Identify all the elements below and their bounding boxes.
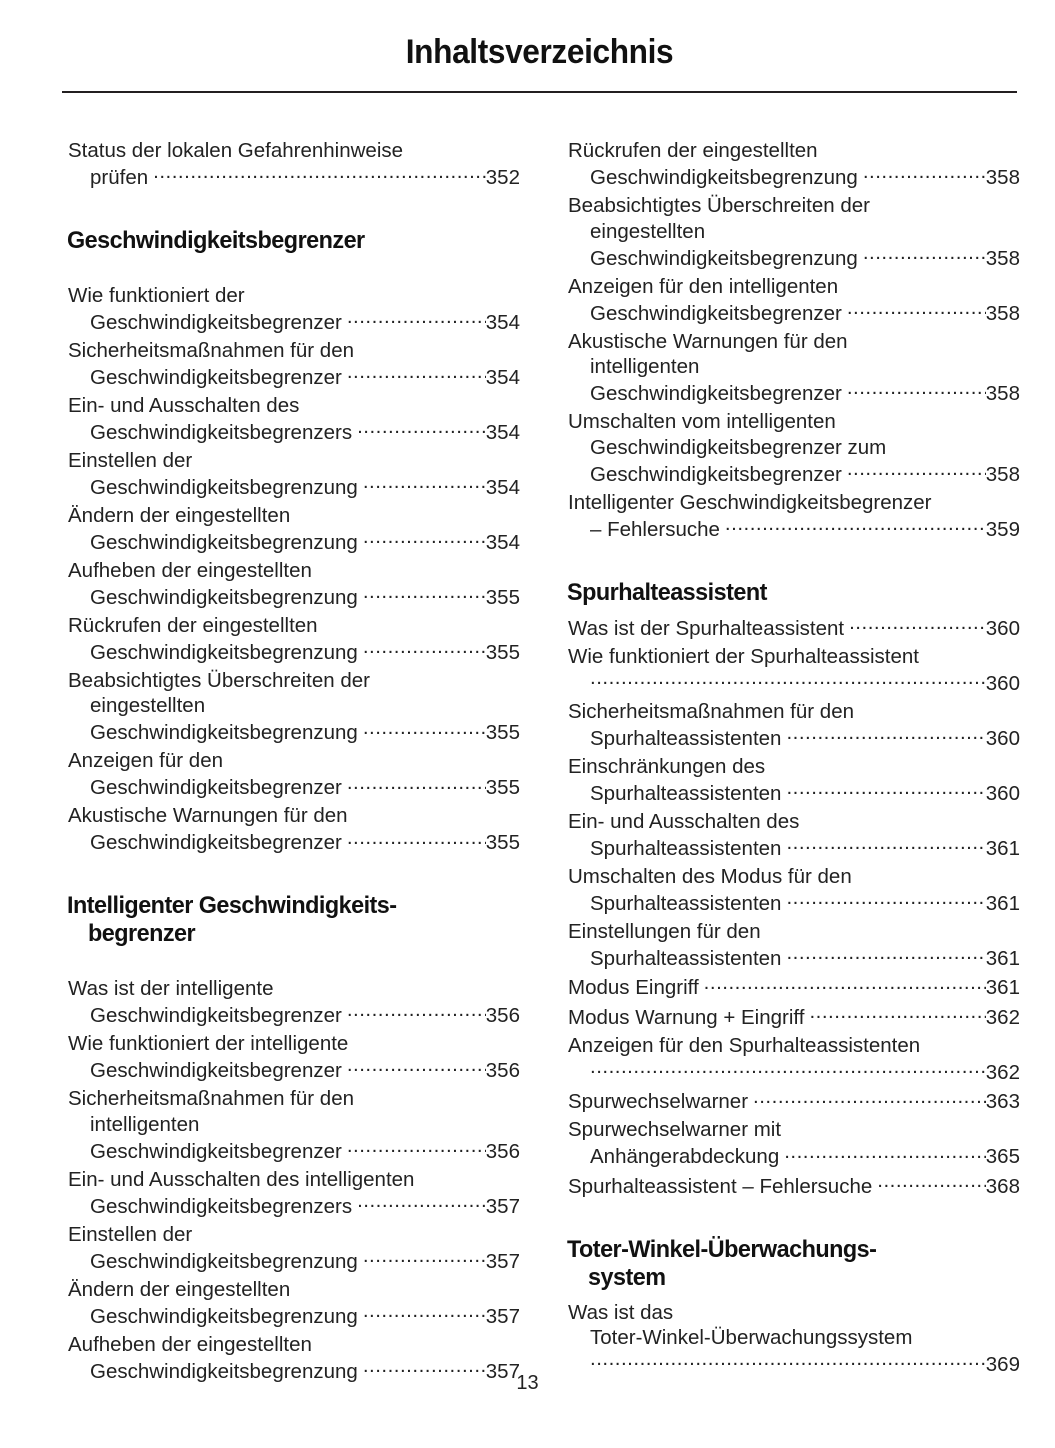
dot-leader (725, 515, 986, 536)
toc-entry-label: Modus Warnung + Eingriff (568, 1005, 805, 1029)
toc-entry-line: Anzeigen für den (68, 749, 224, 773)
toc-entry-label: Geschwindigkeitsbegrenzung (90, 1304, 358, 1328)
toc-entry-line: Ein- und Ausschalten des intelligenten (68, 1167, 415, 1191)
section-spacer (568, 1292, 1020, 1300)
section-heading-line: Geschwindigkeitsbegrenzer (67, 227, 365, 254)
toc-leader-line (68, 1302, 520, 1329)
toc-entry[interactable] (68, 1086, 520, 1164)
toc-entry[interactable] (68, 668, 520, 746)
section-heading-line: begrenzer (88, 920, 196, 948)
toc-entry-line: Einstellen der (68, 1222, 193, 1246)
toc-leader-line (568, 614, 1020, 641)
toc-page-number: 358 (985, 166, 1020, 189)
toc-entry-line: intelligenten (590, 355, 700, 378)
toc-column-left (68, 138, 520, 1387)
toc-entry-label: prüfen (90, 166, 149, 189)
toc-entry-line: Akustische Warnungen für den (568, 329, 848, 353)
toc-leader-line (68, 1247, 520, 1274)
toc-entry-line: Wie funktioniert der intelligente (68, 1032, 349, 1056)
toc-page-number: 355 (485, 721, 520, 745)
toc-entry-line: Einstellen der (68, 448, 193, 472)
toc-entry[interactable] (568, 1117, 1020, 1170)
toc-entry-label: Geschwindigkeitsbegrenzung (90, 475, 358, 499)
toc-page-number: 358 (985, 246, 1020, 270)
toc-entry-line: Was ist der intelligente (68, 977, 274, 1001)
toc-leader-line (68, 829, 520, 856)
toc-entry-label: Geschwindigkeitsbegrenzung (90, 530, 358, 554)
dot-leader (347, 829, 486, 850)
toc-entry-line: Beabsichtigtes Überschreiten der (68, 668, 370, 692)
toc-page-number: 360 (985, 616, 1020, 640)
toc-entry[interactable] (568, 809, 1020, 862)
section-heading (46, 227, 499, 255)
toc-entry-label: Spurwechselwarner (568, 1090, 749, 1114)
toc-leader-line (68, 583, 520, 610)
toc-entry-line: intelligenten (90, 1112, 200, 1136)
toc-page-number: 361 (985, 976, 1020, 1000)
toc-leader-line (568, 1172, 1020, 1199)
toc-page-number: 369 (985, 1353, 1020, 1377)
toc-entry-line: Beabsichtigtes Überschreiten der (568, 194, 870, 217)
section-spacer (568, 1202, 1020, 1236)
toc-entry-line: Sicherheitsmaßnahmen für den (568, 699, 855, 723)
toc-entry-line: Intelligenter Geschwindigkeitsbegrenzer (568, 490, 932, 514)
toc-page-number: 354 (485, 310, 520, 334)
toc-entry-line: Rückrufen der eingestellten (568, 139, 818, 162)
dot-leader (847, 380, 986, 401)
toc-entry-label: Geschwindigkeitsbegrenzer (90, 1004, 342, 1028)
toc-page-number: 358 (985, 462, 1020, 486)
toc-entry-line: Einstellungen für den (568, 919, 761, 943)
toc-entry-line: Anzeigen für den intelligenten (568, 274, 839, 298)
toc-page-number: 355 (485, 585, 520, 609)
toc-entry[interactable] (568, 329, 1020, 407)
toc-page-number: 355 (485, 640, 520, 664)
toc-page-number: 357 (485, 1249, 520, 1273)
dot-leader (863, 164, 986, 185)
page-number: 13 (516, 1372, 539, 1394)
toc-entry-label: Geschwindigkeitsbegrenzung (90, 585, 358, 609)
toc-entry-label: Geschwindigkeitsbegrenzung (90, 640, 358, 664)
toc-page-number: 359 (985, 517, 1020, 541)
toc-page-number: 361 (985, 891, 1020, 915)
toc-entry[interactable] (68, 748, 520, 801)
toc-page-number: 355 (485, 776, 520, 800)
toc-leader-line (568, 299, 1020, 326)
toc-page-number: 365 (985, 1145, 1020, 1169)
toc-page-number: 357 (485, 1304, 520, 1328)
toc-leader-line (568, 1088, 1020, 1115)
dot-leader (363, 583, 486, 604)
dot-leader (847, 460, 986, 481)
toc-page-number: 356 (485, 1139, 520, 1163)
toc-leader-line (568, 164, 1020, 191)
dot-leader (704, 974, 986, 995)
toc-entry-label: Geschwindigkeitsbegrenzung (90, 1359, 358, 1383)
toc-entry[interactable] (568, 409, 1020, 487)
section-spacer (68, 255, 520, 283)
toc-entry-line: Umschalten des Modus für den (568, 864, 852, 888)
toc-entry-line: Was ist das (568, 1300, 674, 1324)
toc-page-number: 360 (985, 781, 1020, 805)
toc-entry[interactable] (68, 503, 520, 556)
page-title: Inhaltsverzeichnis (405, 33, 674, 71)
toc-page-number: 354 (485, 530, 520, 554)
dot-leader (347, 308, 486, 329)
toc-leader-line (568, 834, 1020, 861)
dot-leader (863, 244, 986, 265)
section-spacer (68, 858, 520, 892)
toc-entry-line: eingestellten (590, 219, 706, 243)
toc-entry[interactable] (68, 803, 520, 856)
toc-entry-label: Anhängerabdeckung (590, 1145, 780, 1169)
toc-leader-line (68, 638, 520, 665)
toc-entry[interactable] (568, 754, 1020, 807)
toc-page-number: 358 (985, 382, 1020, 405)
toc-page-number: 358 (985, 301, 1020, 325)
toc-page-number: 368 (985, 1174, 1020, 1198)
toc-entry-label: Spurhalteassistent – Fehlersuche (568, 1174, 873, 1198)
dot-leader (590, 1351, 986, 1372)
toc-entry-label: Geschwindigkeitsbegrenzung (590, 246, 858, 270)
toc-entry[interactable] (568, 644, 1020, 697)
toc-leader-line (68, 774, 520, 801)
toc-page-number: 362 (985, 1060, 1020, 1084)
toc-entry[interactable] (568, 138, 1020, 191)
toc-leader-line (568, 1003, 1020, 1030)
toc-entry[interactable] (68, 1167, 520, 1220)
toc-entry-label: Geschwindigkeitsbegrenzer (90, 831, 342, 855)
toc-entry-label: Geschwindigkeitsbegrenzung (90, 1249, 358, 1273)
toc-page-number: 355 (485, 831, 520, 855)
toc-page-number: 360 (985, 726, 1020, 750)
dot-leader (363, 473, 486, 494)
toc-leader-line (568, 779, 1020, 806)
toc-entry-line: Toter-Winkel-Überwachungssystem (590, 1326, 913, 1350)
section-heading (546, 579, 999, 607)
toc-entry-line: Wie funktioniert der Spurhalteassistent (568, 644, 919, 668)
toc-leader-line (68, 528, 520, 555)
toc-entry[interactable] (568, 1172, 1020, 1199)
toc-entry-label: Geschwindigkeitsbegrenzer (590, 462, 842, 486)
toc-page-number: 356 (485, 1059, 520, 1083)
dot-leader (357, 1192, 486, 1213)
toc-entry[interactable] (68, 1031, 520, 1084)
toc-entry[interactable] (568, 1033, 1020, 1086)
dot-leader (363, 638, 486, 659)
toc-page-number: 357 (485, 1359, 520, 1383)
section-spacer (68, 948, 520, 976)
toc-entry[interactable] (68, 448, 520, 501)
dot-leader (590, 1058, 986, 1079)
toc-entry-label: Spurhalteassistenten (590, 726, 782, 750)
toc-entry-label: Geschwindigkeitsbegrenzer (90, 1059, 342, 1083)
toc-page-number: 360 (985, 671, 1020, 695)
section-heading-line: Intelligenter Geschwindigkeits- (67, 892, 397, 920)
toc-entry-line: Wie funktioniert der (68, 283, 245, 307)
dot-leader (809, 1003, 985, 1024)
dot-leader (347, 774, 486, 795)
toc-entry[interactable] (568, 1003, 1020, 1030)
toc-entry-label: Geschwindigkeitsbegrenzer (90, 776, 342, 800)
toc-leader-line (68, 1002, 520, 1029)
toc-leader-line (68, 164, 520, 191)
toc-entry[interactable] (568, 699, 1020, 752)
toc-entry-line: Rückrufen der eingestellten (68, 613, 318, 637)
toc-entry-label: Geschwindigkeitsbegrenzung (590, 166, 858, 189)
toc-leader-line (68, 1057, 520, 1084)
toc-entry-label: Geschwindigkeitsbegrenzer (590, 301, 842, 325)
section-heading-line: Toter-Winkel-Überwachungs- (567, 1235, 877, 1263)
toc-leader-line (568, 460, 1020, 487)
dot-leader (153, 164, 486, 185)
toc-entry-line: Sicherheitsmaßnahmen für den (68, 1087, 355, 1111)
toc-entry-line: Umschalten vom intelligenten (568, 410, 836, 433)
toc-entry-line: eingestellten (90, 694, 206, 718)
toc-leader-line (68, 1192, 520, 1219)
page-footer (0, 1372, 1055, 1395)
toc-leader-line (568, 380, 1020, 407)
toc-entry-label: Geschwindigkeitsbegrenzer (90, 310, 342, 334)
toc-entry-label: Geschwindigkeitsbegrenzer (90, 1139, 342, 1163)
toc-leader-line (68, 418, 520, 445)
toc-page-number: 352 (485, 166, 520, 189)
dot-leader (363, 719, 486, 740)
section-spacer (568, 545, 1020, 579)
header-divider (62, 91, 1017, 93)
toc-entry-line: Aufheben der eingestellten (68, 558, 312, 582)
toc-page-number: 354 (485, 420, 520, 444)
dot-leader (847, 299, 986, 320)
dot-leader (786, 889, 985, 910)
section-spacer (68, 193, 520, 227)
toc-entry-line: Ein- und Ausschalten des (568, 809, 800, 833)
toc-entry-line: Ein- und Ausschalten des (68, 393, 300, 417)
dot-leader (347, 1137, 486, 1158)
section-heading (46, 892, 499, 948)
toc-entry[interactable] (568, 490, 1020, 543)
toc-entry-line: Akustische Warnungen für den (68, 804, 348, 828)
section-heading-line: system (588, 1263, 666, 1291)
dot-leader (363, 1247, 486, 1268)
toc-entry[interactable] (68, 558, 520, 611)
toc-entry[interactable] (568, 1088, 1020, 1115)
toc-leader-line (568, 889, 1020, 916)
dot-leader (877, 1172, 986, 1193)
section-heading-line: Spurhalteassistent (567, 578, 767, 606)
toc-page-number: 354 (485, 475, 520, 499)
toc-entry-line: Einschränkungen des (568, 754, 766, 778)
toc-page-number: 354 (485, 365, 520, 389)
toc-entry[interactable] (568, 614, 1020, 641)
dot-leader (347, 363, 486, 384)
toc-entry-line: Ändern der eingestellten (68, 503, 291, 527)
toc-page-number: 361 (985, 836, 1020, 860)
page-header (62, 34, 1017, 93)
toc-leader-line (568, 724, 1020, 751)
toc-leader-line (568, 244, 1020, 271)
toc-entry[interactable] (568, 274, 1020, 327)
toc-entry[interactable] (68, 338, 520, 391)
toc-entry-label: Was ist der Spurhalteassistent (568, 616, 845, 640)
dot-leader (347, 1002, 486, 1023)
dot-leader (753, 1088, 986, 1109)
toc-leader-line (568, 1058, 1020, 1085)
toc-entry[interactable] (68, 1222, 520, 1275)
toc-leader-line (68, 1137, 520, 1164)
toc-page-number: 357 (485, 1194, 520, 1218)
toc-entry[interactable] (568, 1300, 1020, 1378)
toc-entry[interactable] (68, 1277, 520, 1330)
toc-entry[interactable] (568, 193, 1020, 271)
toc-leader-line (568, 515, 1020, 542)
dot-leader (590, 669, 986, 690)
toc-leader-line (68, 719, 520, 746)
toc-entry-label: – Fehlersuche (590, 517, 720, 541)
dot-leader (784, 1143, 986, 1164)
toc-entry[interactable] (68, 138, 520, 191)
toc-leader-line (568, 974, 1020, 1001)
toc-columns (0, 138, 1055, 1387)
toc-page-number: 362 (985, 1005, 1020, 1029)
toc-entry-line: Anzeigen für den Spurhalteassistenten (568, 1033, 921, 1057)
toc-entry-label: Geschwindigkeitsbegrenzung (90, 721, 358, 745)
toc-leader-line (568, 944, 1020, 971)
toc-entry-label: Geschwindigkeitsbegrenzer (590, 382, 842, 405)
toc-entry-line: Aufheben der eingestellten (68, 1332, 312, 1356)
dot-leader (363, 528, 486, 549)
toc-entry-label: Spurhalteassistenten (590, 836, 782, 860)
dot-leader (786, 944, 985, 965)
toc-entry[interactable] (568, 919, 1020, 972)
toc-page-number: 363 (985, 1090, 1020, 1114)
toc-leader-line (68, 473, 520, 500)
toc-entry[interactable] (568, 864, 1020, 917)
toc-entry-label: Geschwindigkeitsbegrenzer (90, 365, 342, 389)
toc-entry-line: Status der lokalen Gefahrenhinweise (68, 139, 404, 162)
toc-leader-line (568, 1143, 1020, 1170)
dot-leader (786, 724, 985, 745)
toc-leader-line (568, 669, 1020, 696)
section-heading (546, 1236, 999, 1292)
toc-leader-line (68, 308, 520, 335)
toc-entry[interactable] (68, 393, 520, 446)
toc-entry-line: Ändern der eingestellten (68, 1277, 291, 1301)
toc-entry-line: Sicherheitsmaßnahmen für den (68, 338, 355, 362)
toc-entry-line: Spurwechselwarner mit (568, 1118, 782, 1142)
toc-entry[interactable] (68, 613, 520, 666)
dot-leader (849, 614, 986, 635)
toc-entry-label: Modus Eingriff (568, 976, 699, 1000)
dot-leader (786, 779, 985, 800)
toc-entry-label: Geschwindigkeitsbegrenzers (90, 420, 353, 444)
toc-entry-label: Spurhalteassistenten (590, 891, 782, 915)
section-spacer (568, 606, 1020, 614)
toc-entry-label: Spurhalteassistenten (590, 946, 782, 970)
dot-leader (357, 418, 486, 439)
dot-leader (363, 1302, 486, 1323)
toc-entry[interactable] (568, 974, 1020, 1001)
toc-entry-label: Spurhalteassistenten (590, 781, 782, 805)
dot-leader (786, 834, 985, 855)
dot-leader (347, 1057, 486, 1078)
toc-entry[interactable] (68, 976, 520, 1029)
toc-entry-label: Geschwindigkeitsbegrenzers (90, 1194, 353, 1218)
toc-page-number: 356 (485, 1004, 520, 1028)
toc-column-right (568, 138, 1020, 1380)
toc-entry-line: Geschwindigkeitsbegrenzer zum (590, 435, 887, 459)
toc-page-number: 361 (985, 946, 1020, 970)
toc-leader-line (68, 363, 520, 390)
toc-entry[interactable] (68, 283, 520, 336)
